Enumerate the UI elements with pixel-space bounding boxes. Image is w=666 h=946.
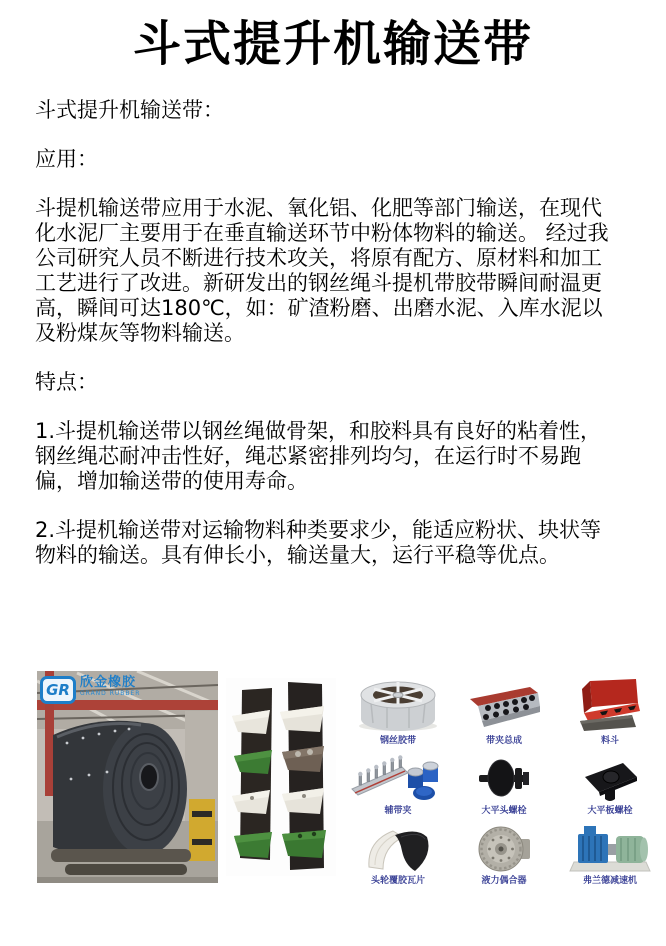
application-heading: 应用： — [35, 146, 98, 171]
feature-item-1: 1.斗提机输送带以钢丝绳做骨架，和胶料具有良好的粘着性，钢丝绳芯耐冲击性好，绳芯紧密排列均匀，在运行时不易跑偏，增加输送带的使用寿命。 — [35, 418, 602, 493]
factory-belt-roll-photo — [37, 671, 218, 883]
features-heading: 特点： — [35, 369, 98, 394]
product-item — [557, 816, 663, 886]
flat-head-bolt-icon — [477, 755, 531, 803]
product-item — [345, 746, 451, 816]
application-paragraph: 斗提机输送带应用于水泥、氧化铝、化肥等部门输送，在现代化水泥厂主要用于在垂直输送环节中粉体物料的输送。 经过我公司研究人员不断进行技术攻关，将原有配方、原材料和加工工艺进行了改进。新研发出的钢丝绳斗提机带胶带瞬间耐温更高，瞬间可达180℃，如：矿渣粉磨、出磨水泥、入库水泥以及粉煤灰等物料输送。 — [35, 195, 609, 345]
product-item — [345, 816, 451, 886]
elevator-bucket-icon — [578, 677, 642, 733]
wrapped-belt-roll-icon — [357, 679, 439, 733]
brand-name-en: GRAND RUBBER — [80, 690, 141, 697]
intro-label: 斗式提升机输送带： — [35, 97, 224, 122]
product-caption: 弗兰德减速机 — [582, 876, 637, 886]
flat-plate-bolt-icon — [579, 759, 641, 803]
feature-item-2: 2.斗提机输送带对运输物料种类要求少，能适应粉状、块状等物料的输送。具有伸长小，输送量大，运行平稳等优点。 — [35, 517, 602, 567]
product-caption: 辅带夹 — [384, 806, 412, 816]
product-caption: 料斗 — [600, 736, 619, 746]
belt-clamp-assembly-icon — [464, 681, 544, 733]
auxiliary-belt-clamp-icon — [350, 755, 446, 803]
bucket-display-image — [226, 678, 336, 876]
brand-monogram-icon: GR — [40, 676, 76, 704]
brand-name-cn: 欣金橡胶 — [80, 675, 137, 690]
product-document-page — [0, 16, 666, 946]
flender-gear-reducer-icon — [568, 823, 652, 873]
product-item — [557, 671, 663, 746]
product-item — [557, 746, 663, 816]
bucket-display-photo — [226, 678, 336, 876]
product-grid — [345, 671, 663, 886]
head-pulley-lagging-tile-icon — [361, 825, 435, 873]
product-caption: 头轮覆胶瓦片 — [370, 876, 425, 886]
brand-logo — [40, 676, 140, 704]
product-item — [451, 816, 557, 886]
product-item — [451, 746, 557, 816]
product-caption: 大平板螺栓 — [587, 806, 633, 816]
product-item — [345, 671, 451, 746]
article-body — [35, 98, 610, 568]
product-caption: 带夹总成 — [485, 736, 522, 746]
product-caption: 大平头螺栓 — [481, 806, 527, 816]
product-item — [451, 671, 557, 746]
product-caption: 液力偶合器 — [481, 876, 527, 886]
product-gallery — [0, 671, 666, 891]
product-caption: 钢丝胶带 — [379, 736, 416, 746]
fluid-coupling-icon — [475, 825, 533, 873]
page-title: 斗式提升机输送带 — [132, 16, 533, 72]
